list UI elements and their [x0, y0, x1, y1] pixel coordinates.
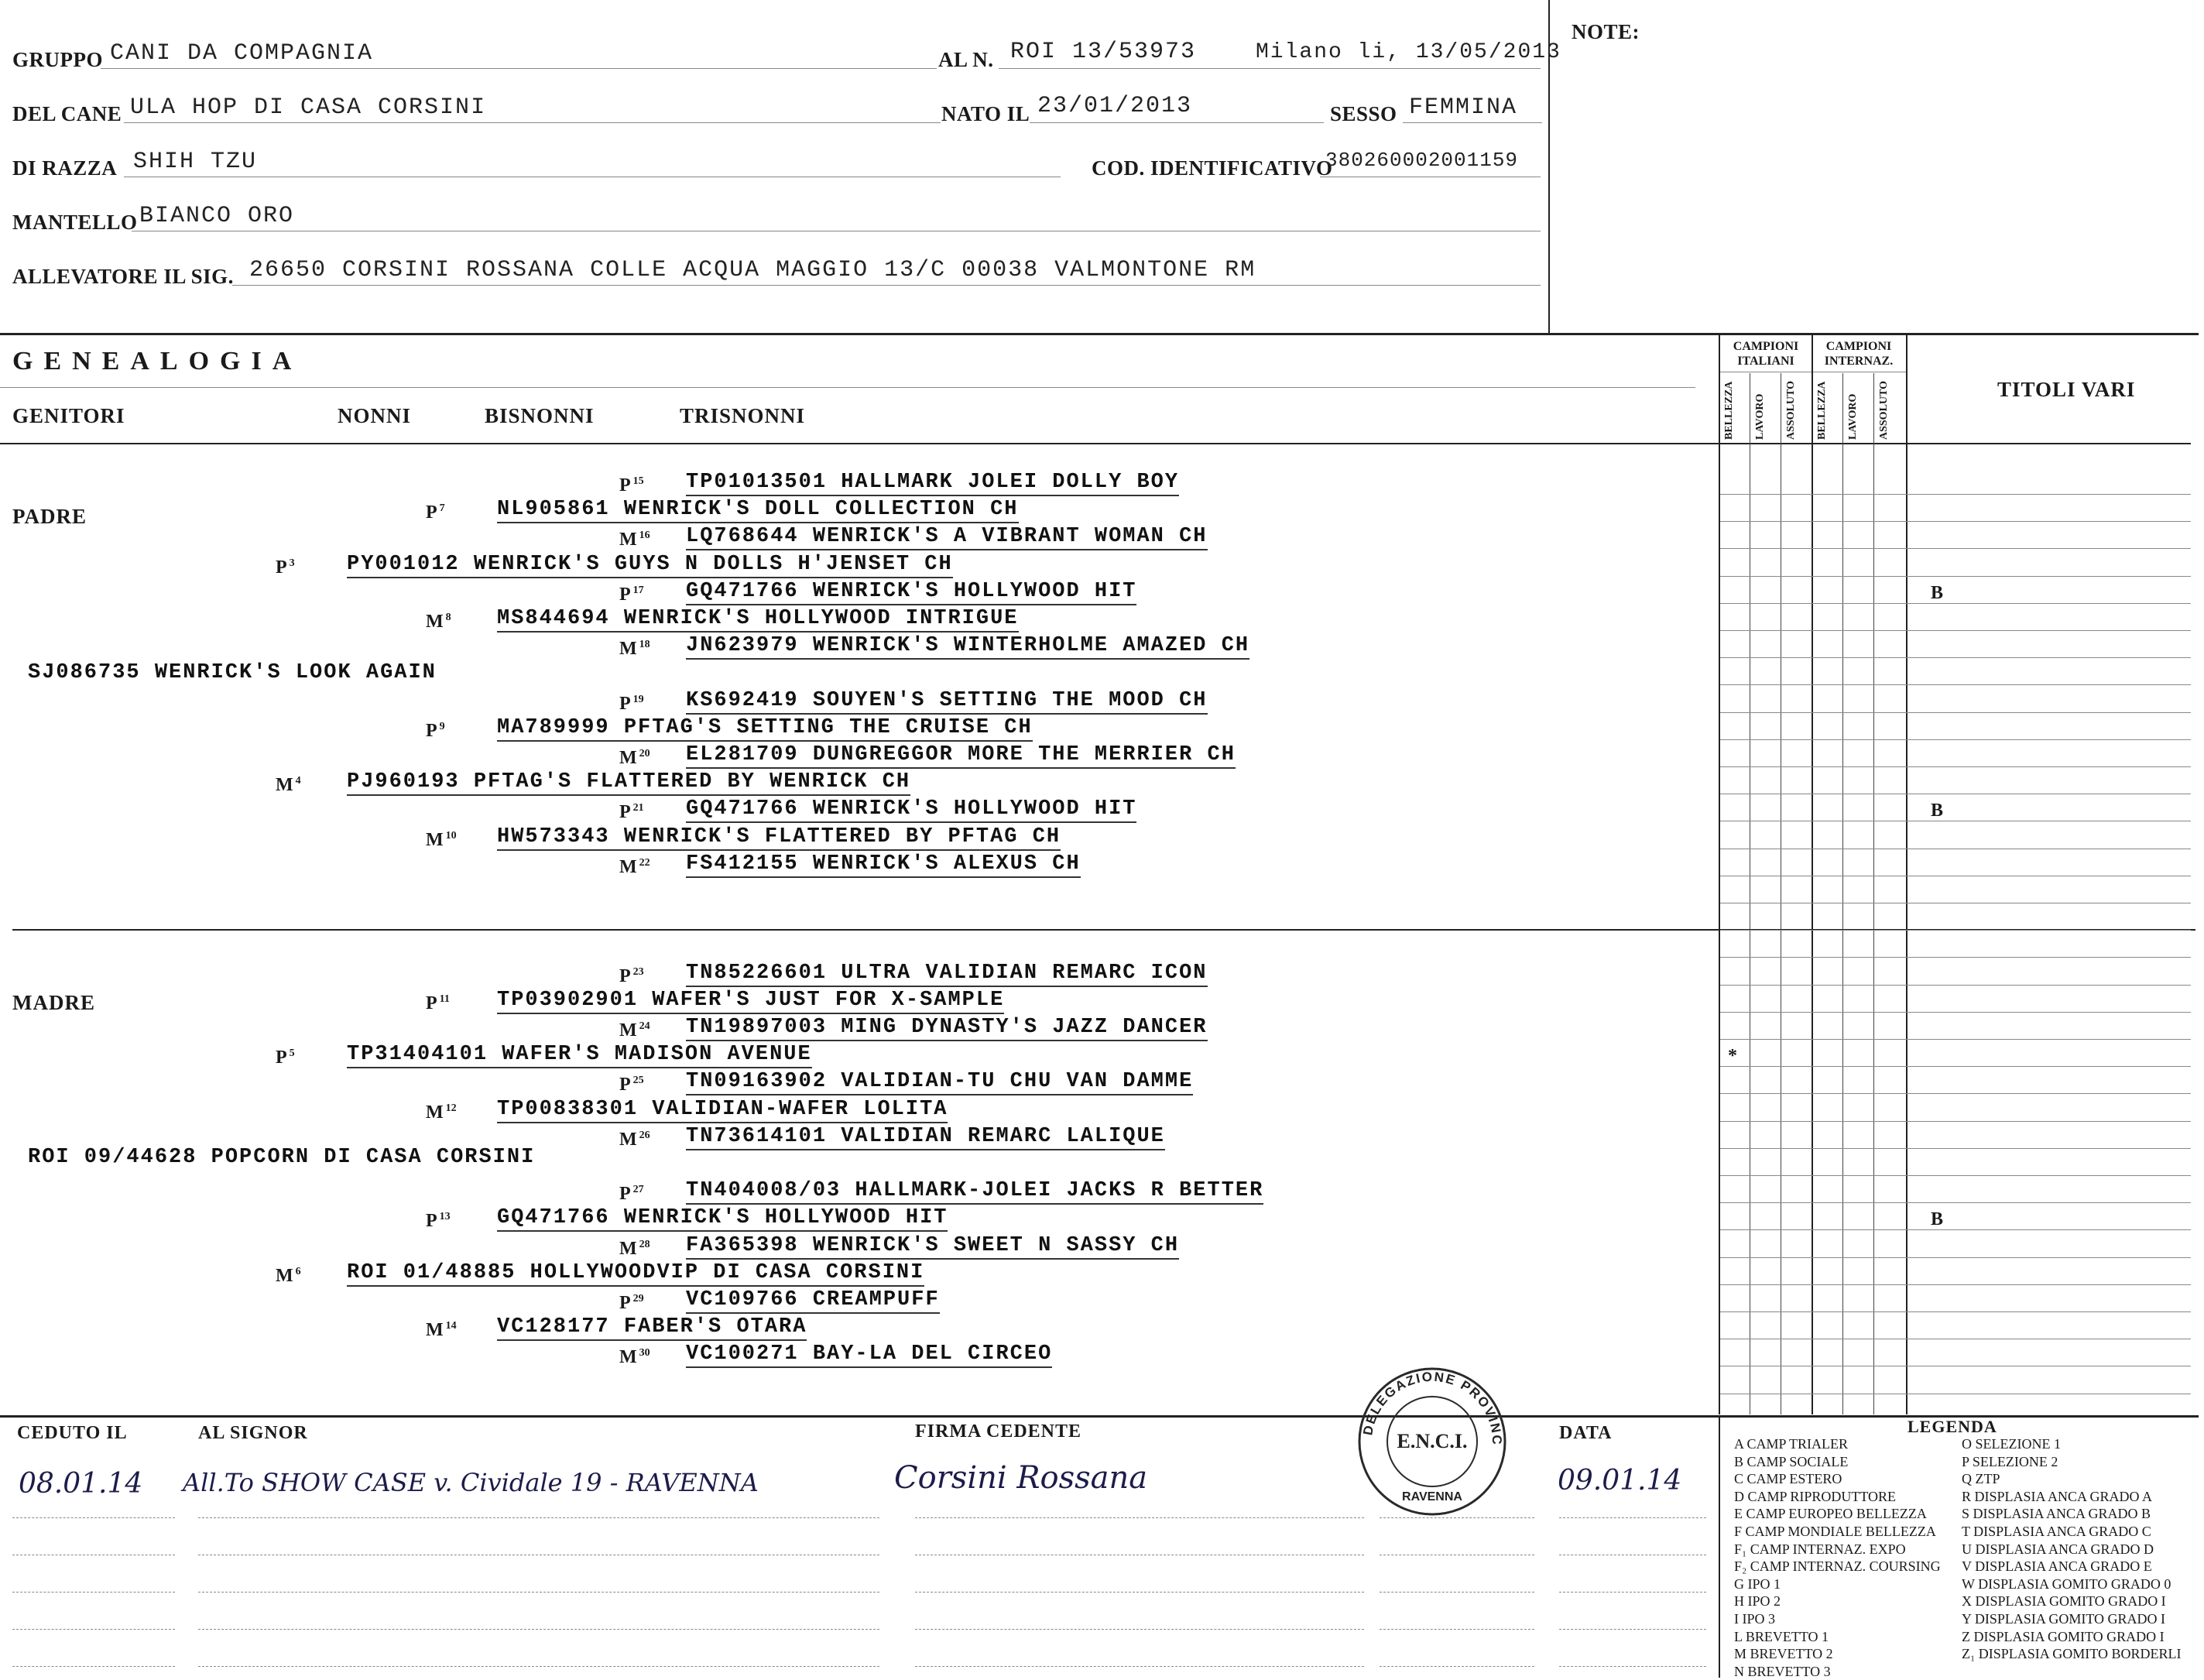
generation-marker: P $^{13}$	[426, 1211, 451, 1232]
ancestor-entry: TN85226601 ULTRA VALIDIAN REMARC ICON	[686, 962, 1208, 985]
legenda-item: T DISPLASIA ANCA GRADO C	[1962, 1524, 2151, 1539]
generation-marker: P $^{25}$	[619, 1075, 644, 1095]
svg-text:E.N.C.I.: E.N.C.I.	[1397, 1430, 1468, 1452]
legenda-item: V DISPLASIA ANCA GRADO E	[1962, 1558, 2152, 1575]
nato-il-label: NATO IL	[941, 102, 1030, 125]
legenda-item: H IPO 2	[1734, 1593, 1781, 1610]
mantello-label: MANTELLO	[12, 211, 138, 234]
generation-marker: M $^{28}$	[619, 1238, 650, 1259]
ancestor-entry: FS412155 WENRICK'S ALEXUS CH	[686, 852, 1081, 876]
col-nonni: NONNI	[338, 404, 412, 427]
legenda-item: E CAMP EUROPEO BELLEZZA	[1734, 1506, 1927, 1522]
legenda-item: O SELEZIONE 1	[1962, 1436, 2061, 1452]
legenda-item: Y DISPLASIA GOMITO GRADO I	[1962, 1611, 2166, 1627]
del-cane-label: DEL CANE	[12, 102, 122, 125]
legenda-item: U DISPLASIA ANCA GRADO D	[1962, 1541, 2154, 1557]
generation-marker: M $^4$	[276, 775, 301, 796]
legenda-item: Z₁ DISPLASIA GOMITO BORDERLI	[1962, 1646, 2182, 1662]
ancestor-entry: NL905861 WENRICK'S DOLL COLLECTION CH	[497, 498, 1019, 521]
ancestor-entry: FA365398 WENRICK'S SWEET N SASSY CH	[686, 1234, 1179, 1257]
campioni-subcol-label: LAVORO	[1754, 393, 1766, 440]
campioni-internaz-label: CAMPIONI INTERNAZ.	[1824, 340, 1894, 368]
ancestor-entry: TP00838301 VALIDIAN-WAFER LOLITA	[497, 1098, 948, 1121]
generation-marker: P $^{19}$	[619, 693, 644, 714]
legenda-item: G IPO 1	[1734, 1575, 1781, 1592]
ancestor-entry: GQ471766 WENRICK'S HOLLYWOOD HIT	[686, 797, 1136, 821]
legenda-item: I IPO 3	[1734, 1611, 1775, 1627]
ancestor-entry: TP01013501 HALLMARK JOLEI DOLLY BOY	[686, 471, 1179, 494]
generation-marker: P $^{29}$	[619, 1293, 644, 1313]
padre-label: PADRE	[12, 505, 87, 528]
generation-marker: M $^{16}$	[619, 530, 650, 550]
nato-il-value: 23/01/2013	[1037, 93, 1193, 119]
generation-marker: M $^{14}$	[426, 1320, 457, 1341]
ancestor-entry: TP31404101 WAFER'S MADISON AVENUE	[347, 1043, 812, 1066]
legenda-item: F CAMP MONDIALE BELLEZZA	[1734, 1524, 1936, 1539]
ancestor-entry: MS844694 WENRICK'S HOLLYWOOD INTRIGUE	[497, 607, 1019, 630]
legenda-item: X DISPLASIA GOMITO GRADO I	[1962, 1593, 2166, 1610]
allevatore-value: 26650 CORSINI ROSSANA COLLE ACQUA MAGGIO 13/C 00038 VALMONTONE RM	[249, 257, 1256, 283]
campioni-subcol-label: ASSOLUTO	[1785, 381, 1797, 440]
generation-marker: P $^5$	[276, 1047, 295, 1068]
generation-marker: M $^{22}$	[619, 856, 650, 877]
generation-marker: P $^7$	[426, 502, 445, 523]
legenda-item: S DISPLASIA ANCA GRADO B	[1962, 1506, 2151, 1522]
generation-marker: M $^{26}$	[619, 1129, 650, 1150]
legenda-item: M BREVETTO 2	[1734, 1646, 1833, 1662]
titoli-vari-value: B	[1931, 582, 1944, 603]
legenda-item: Z DISPLASIA GOMITO GRADO I	[1962, 1628, 2165, 1644]
ceduto-label: CEDUTO IL	[17, 1423, 128, 1443]
svg-text:RAVENNA: RAVENNA	[1402, 1490, 1462, 1503]
cod-value: 380260002001159	[1325, 149, 1519, 172]
legenda-item: Q ZTP	[1962, 1471, 2000, 1487]
generation-marker: M $^{12}$	[426, 1102, 457, 1123]
al-n-value: ROI 13/53973	[1010, 39, 1197, 65]
legenda-item: W DISPLASIA GOMITO GRADO 0	[1962, 1575, 2171, 1592]
ancestor-entry: GQ471766 WENRICK'S HOLLYWOOD HIT	[686, 580, 1136, 603]
genealogia-title: GENEALOGIA	[12, 347, 303, 375]
ancestor-entry: EL281709 DUNGREGGOR MORE THE MERRIER CH	[686, 743, 1236, 766]
enci-stamp	[1355, 1364, 1510, 1519]
ancestor-entry: TN404008/03 HALLMARK-JOLEI JACKS R BETTER	[686, 1179, 1263, 1202]
madre-name: ROI 09/44628 POPCORN DI CASA CORSINI	[28, 1146, 536, 1169]
gruppo-label: GRUPPO	[12, 48, 103, 71]
svg-text:DELEGAZIONE PROVINCIALE: DELEGAZIONE PROVINC	[1360, 1369, 1505, 1446]
generation-marker: P $^{23}$	[619, 965, 644, 986]
generation-marker: P $^{21}$	[619, 802, 644, 823]
ancestor-entry: HW573343 WENRICK'S FLATTERED BY PFTAG CH	[497, 825, 1061, 849]
del-cane-value: ULA HOP DI CASA CORSINI	[130, 94, 487, 121]
padre-name: SJ086735 WENRICK'S LOOK AGAIN	[28, 661, 437, 684]
ancestor-entry: VC100271 BAY-LA DEL CIRCEO	[686, 1342, 1052, 1366]
generation-marker: M $^{30}$	[619, 1347, 650, 1368]
titoli-vari-value: B	[1931, 801, 1944, 821]
generation-marker: P $^{17}$	[619, 584, 644, 605]
campioni-subcol-label: LAVORO	[1847, 393, 1859, 440]
campioni-mark: *	[1728, 1046, 1737, 1067]
legenda-item: L BREVETTO 1	[1734, 1628, 1829, 1644]
gruppo-value: CANI DA COMPAGNIA	[110, 40, 374, 67]
madre-label: MADRE	[12, 991, 95, 1014]
cod-label: COD. IDENTIFICATIVO	[1092, 156, 1333, 180]
generation-marker: P $^{15}$	[619, 475, 644, 495]
legenda-item: C CAMP ESTERO	[1734, 1471, 1842, 1487]
campioni-subcol-label: ASSOLUTO	[1878, 381, 1890, 440]
razza-value: SHIH TZU	[133, 149, 258, 175]
legenda-item: A CAMP TRIALER	[1734, 1436, 1849, 1452]
al-signor-value: All.To SHOW CASE v. Cividale 19 - RAVENNA	[183, 1468, 759, 1497]
legenda-item: B CAMP SOCIALE	[1734, 1453, 1849, 1469]
ancestor-entry: ROI 01/48885 HOLLYWOODVIP DI CASA CORSINI	[347, 1261, 924, 1284]
campioni-subcol-label: BELLEZZA	[1816, 381, 1828, 440]
data-value: 09.01.14	[1558, 1465, 1682, 1497]
legenda-item: F₁ CAMP INTERNAZ. EXPO	[1734, 1541, 1906, 1557]
ancestor-entry: MA789999 PFTAG'S SETTING THE CRUISE CH	[497, 716, 1033, 739]
luogo-data: Milano li, 13/05/2013	[1256, 40, 1561, 64]
generation-marker: M $^6$	[276, 1265, 301, 1286]
generation-marker: P $^{11}$	[426, 993, 450, 1013]
col-trisnonni: TRISNONNI	[680, 404, 806, 427]
razza-label: DI RAZZA	[12, 156, 118, 180]
ancestor-entry: TN19897003 MING DYNASTY'S JAZZ DANCER	[686, 1016, 1208, 1039]
campioni-subcol-label: BELLEZZA	[1723, 381, 1735, 440]
ancestor-entry: VC128177 FABER'S OTARA	[497, 1315, 807, 1339]
note-label: NOTE:	[1572, 20, 1640, 43]
generation-marker: P $^{27}$	[619, 1184, 644, 1205]
ancestor-entry: LQ768644 WENRICK'S A VIBRANT WOMAN CH	[686, 525, 1208, 548]
ancestor-entry: TN09163902 VALIDIAN-TU CHU VAN DAMME	[686, 1070, 1193, 1093]
generation-marker: M $^{24}$	[619, 1020, 650, 1041]
ancestor-entry: PY001012 WENRICK'S GUYS N DOLLS H'JENSET CH	[347, 553, 953, 576]
ancestor-entry: GQ471766 WENRICK'S HOLLYWOOD HIT	[497, 1206, 948, 1229]
legenda-item: N BREVETTO 3	[1734, 1663, 1831, 1679]
data-label: DATA	[1559, 1423, 1613, 1443]
legenda-item: D CAMP RIPRODUTTORE	[1734, 1488, 1897, 1504]
generation-marker: P $^9$	[426, 720, 445, 741]
legenda-item: R DISPLASIA ANCA GRADO A	[1962, 1488, 2153, 1504]
ancestor-entry: TP03902901 WAFER'S JUST FOR X-SAMPLE	[497, 989, 1004, 1012]
ancestor-entry: JN623979 WENRICK'S WINTERHOLME AMAZED CH	[686, 634, 1249, 657]
allevatore-label: ALLEVATORE IL SIG.	[12, 265, 234, 288]
legenda-item: F₂ CAMP INTERNAZ. COURSING	[1734, 1558, 1941, 1575]
sesso-label: SESSO	[1330, 102, 1397, 125]
generation-marker: P $^3$	[276, 557, 295, 578]
ancestor-entry: VC109766 CREAMPUFF	[686, 1288, 940, 1311]
legenda-item: P SELEZIONE 2	[1962, 1453, 2058, 1469]
legenda-title: LEGENDA	[1908, 1417, 1997, 1436]
generation-marker: M $^{10}$	[426, 829, 457, 850]
sesso-value: FEMMINA	[1409, 94, 1518, 121]
generation-marker: M $^{20}$	[619, 748, 650, 768]
al-n-label: AL N.	[938, 48, 994, 71]
col-genitori: GENITORI	[12, 404, 125, 427]
ancestor-entry: KS692419 SOUYEN'S SETTING THE MOOD CH	[686, 689, 1208, 712]
ancestor-entry: PJ960193 PFTAG'S FLATTERED BY WENRICK CH	[347, 770, 910, 794]
ceduto-value: 08.01.14	[19, 1468, 143, 1500]
generation-marker: M $^{18}$	[619, 639, 650, 660]
mantello-value: BIANCO ORO	[139, 203, 295, 229]
al-signor-label: AL SIGNOR	[198, 1423, 308, 1443]
campioni-italiani-label: CAMPIONI ITALIANI	[1733, 340, 1799, 368]
col-bisnonni: BISNONNI	[485, 404, 595, 427]
titoli-vari-label: TITOLI VARI	[1997, 378, 2136, 401]
firma-label: FIRMA CEDENTE	[915, 1421, 1082, 1442]
ancestor-entry: TN73614101 VALIDIAN REMARC LALIQUE	[686, 1125, 1165, 1148]
generation-marker: M $^8$	[426, 612, 451, 632]
titoli-vari-value: B	[1931, 1209, 1944, 1230]
signature: Corsini Rossana	[894, 1460, 1148, 1496]
